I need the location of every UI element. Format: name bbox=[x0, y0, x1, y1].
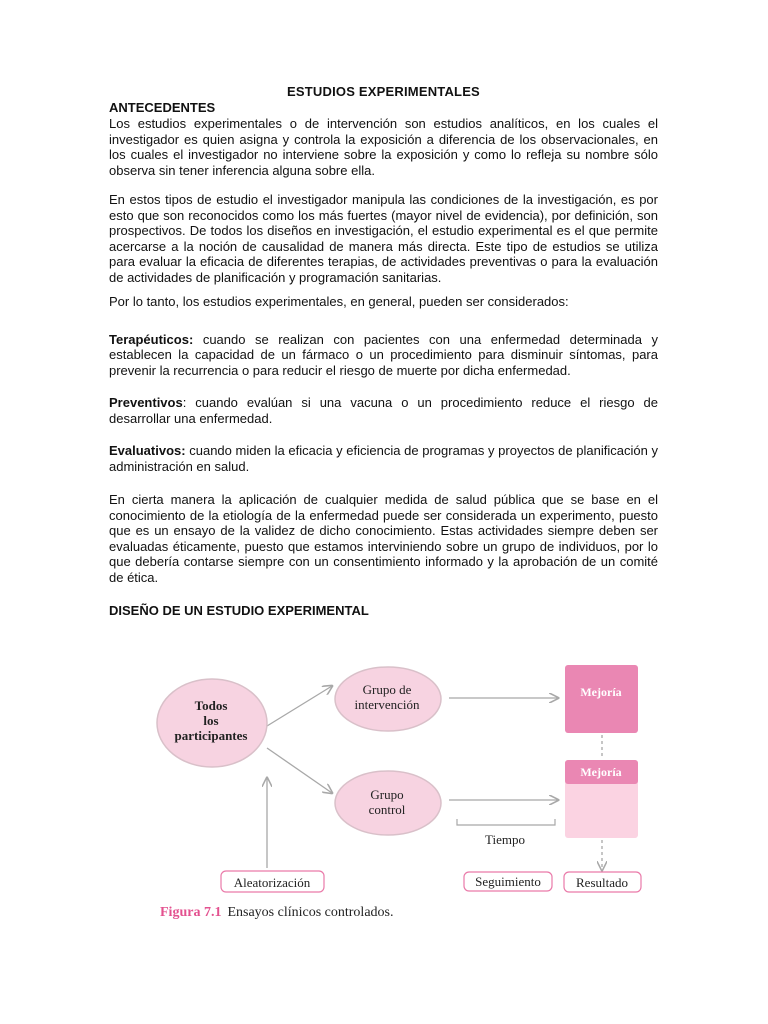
caption-text: Ensayos clínicos controlados. bbox=[227, 905, 394, 920]
arrow-to-intervention bbox=[267, 686, 332, 726]
text-evaluativos: cuando miden la eficacia y eficiencia de programas y proyectos de planificación y administración en salud. bbox=[109, 443, 658, 474]
control-line1: Grupo bbox=[370, 787, 404, 802]
paragraph-conditions: En estos tipos de estudio el investigador manipula las condiciones de la investigación, es por esto que son reconocidos como los más fuertes (mayor nivel de evidencia), por definición, son prospectivos. De todos los diseños en investigación, el estudio experimental es el que permite acercarse a la noción de causalidad de manera más directa. Este tipo de estudios se utiliza para evaluar la eficacia de diferentes terapias, de actividades preventivas o para la evaluación de actividades de planificación y programación sanitarias. bbox=[109, 192, 658, 285]
paragraph-terapeuticos bbox=[109, 332, 658, 379]
document-title: ESTUDIOS EXPERIMENTALES bbox=[287, 84, 480, 99]
followup-label: Seguimiento bbox=[475, 874, 541, 889]
time-bracket bbox=[457, 819, 555, 825]
paragraph-intro: Los estudios experimentales o de intervención son estudios analíticos, en los cuales el investigador es quien asigna y controla la exposición a diferencia de los observacionales, en los cuales el investigador no interviene sobre la exposición y como lo refleja su nombre sólo observa sin tener inferencia alguna sobre ella. bbox=[109, 116, 658, 178]
result-label: Resultado bbox=[576, 875, 628, 890]
randomization-label: Aleatorización bbox=[233, 875, 311, 890]
term-evaluativos: Evaluativos: bbox=[109, 443, 186, 458]
experimental-design-figure bbox=[150, 650, 650, 930]
heading-antecedentes: ANTECEDENTES bbox=[109, 100, 216, 115]
paragraph-evaluativos bbox=[109, 443, 658, 474]
term-terapeuticos: Terapéuticos: bbox=[109, 331, 194, 347]
mejoria-bottom-label: Mejoría bbox=[580, 765, 622, 779]
caption-number: Figura 7.1 bbox=[160, 905, 222, 920]
intervention-line1: Grupo de bbox=[362, 682, 412, 697]
term-preventivos: Preventivos bbox=[109, 395, 183, 410]
text-preventivos: : cuando evalúan si una vacuna o un procedimiento reduce el riesgo de desarrollar una enfermedad. bbox=[109, 395, 658, 426]
time-label: Tiempo bbox=[485, 832, 525, 847]
text-terapeuticos: cuando se realizan con pacientes con una enfermedad determinada y establecen la capacidad de un fármaco o un procedimiento para disminuir síntomas, para prevenir la recurrencia o para reducir el riesgo de muerte por dicha enfermedad. bbox=[109, 331, 658, 378]
mejoria-top-box bbox=[565, 665, 638, 733]
intervention-line2: intervención bbox=[354, 697, 420, 712]
figure-caption bbox=[160, 905, 393, 920]
paragraph-preventivos bbox=[109, 395, 658, 426]
control-line2: control bbox=[368, 802, 406, 817]
document-page bbox=[109, 84, 658, 619]
all-participants-line1: Todos bbox=[194, 698, 228, 713]
paragraph-types-intro: Por lo tanto, los estudios experimentales, en general, pueden ser considerados: bbox=[109, 294, 569, 309]
heading-diseno: DISEÑO DE UN ESTUDIO EXPERIMENTAL bbox=[109, 603, 369, 618]
mejoria-top-label: Mejoría bbox=[580, 685, 622, 699]
all-participants-line3: participantes bbox=[174, 728, 248, 743]
paragraph-public-health: En cierta manera la aplicación de cualquier medida de salud pública que se base en el conocimiento de la etiología de la enfermedad puede ser considerada un experimento, puesto que es un ensayo de la validez de dicho conocimiento. Estas actividades siempre deben ser evaluadas éticamente, puesto que estamos interviniendo sobre un grupo de individuos, por lo que debería contarse siempre con un consentimiento informado y la aprobación de un comité de ética. bbox=[109, 492, 658, 585]
arrow-to-control bbox=[267, 748, 332, 793]
all-participants-line2: los bbox=[203, 713, 219, 728]
